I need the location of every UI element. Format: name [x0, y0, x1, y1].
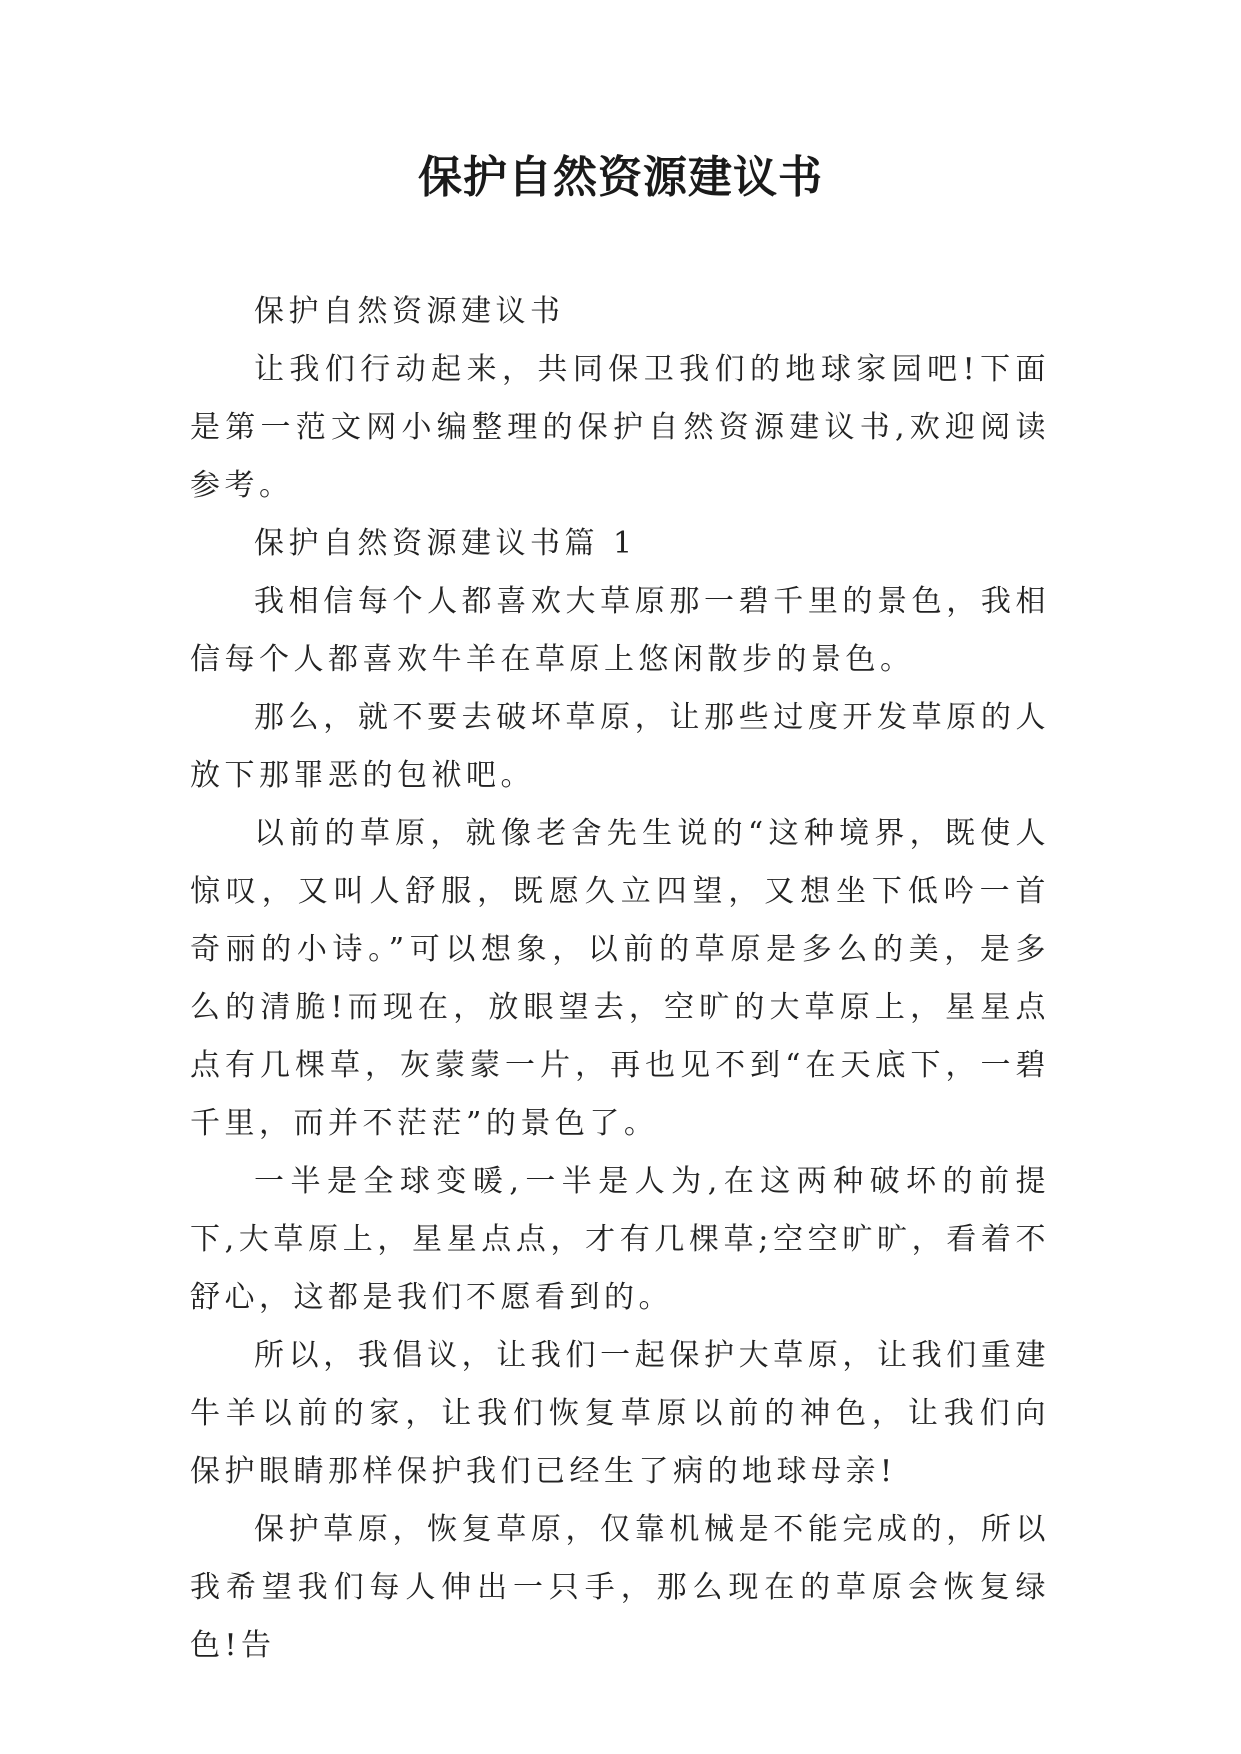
paragraph-subtitle: 保护自然资源建议书 — [254, 294, 565, 329]
paragraph: 以前的草原，就像老舍先生说的“这种境界，既使人惊叹，又叫人舒服，既愿久立四望，又想坐下低吟一首奇丽的小诗。”可以想象，以前的草原是多么的美，是多么的清脆!而现在，放眼望去，空旷的大草原上，星星点点有几棵草，灰蒙蒙一片，再也见不到“在天底下，一碧千里，而并不茫茫”的景色了。 — [190, 816, 1050, 1141]
paragraph-section-heading: 保护自然资源建议书篇 1 — [254, 526, 637, 561]
paragraph-intro: 让我们行动起来，共同保卫我们的地球家园吧!下面是第一范文网小编整理的保护自然资源建议书,欢迎阅读参考。 — [190, 352, 1050, 503]
document-body — [190, 283, 1050, 1675]
paragraph: 一半是全球变暖,一半是人为,在这两种破坏的前提下,大草原上，星星点点，才有几棵草;空空旷旷，看着不舒心，这都是我们不愿看到的。 — [190, 1164, 1050, 1315]
paragraph: 所以，我倡议，让我们一起保护大草原，让我们重建牛羊以前的家，让我们恢复草原以前的神色，让我们向保护眼睛那样保护我们已经生了病的地球母亲! — [190, 1338, 1050, 1489]
document-title: 保护自然资源建议书 — [418, 152, 823, 203]
paragraph: 我相信每个人都喜欢大草原那一碧千里的景色，我相信每个人都喜欢牛羊在草原上悠闲散步的景色。 — [190, 584, 1050, 677]
paragraph: 保护草原，恢复草原，仅靠机械是不能完成的，所以我希望我们每人伸出一只手，那么现在的草原会恢复绿色!告 — [190, 1512, 1050, 1663]
paragraph: 那么，就不要去破坏草原，让那些过度开发草原的人放下那罪恶的包袱吧。 — [190, 700, 1050, 793]
